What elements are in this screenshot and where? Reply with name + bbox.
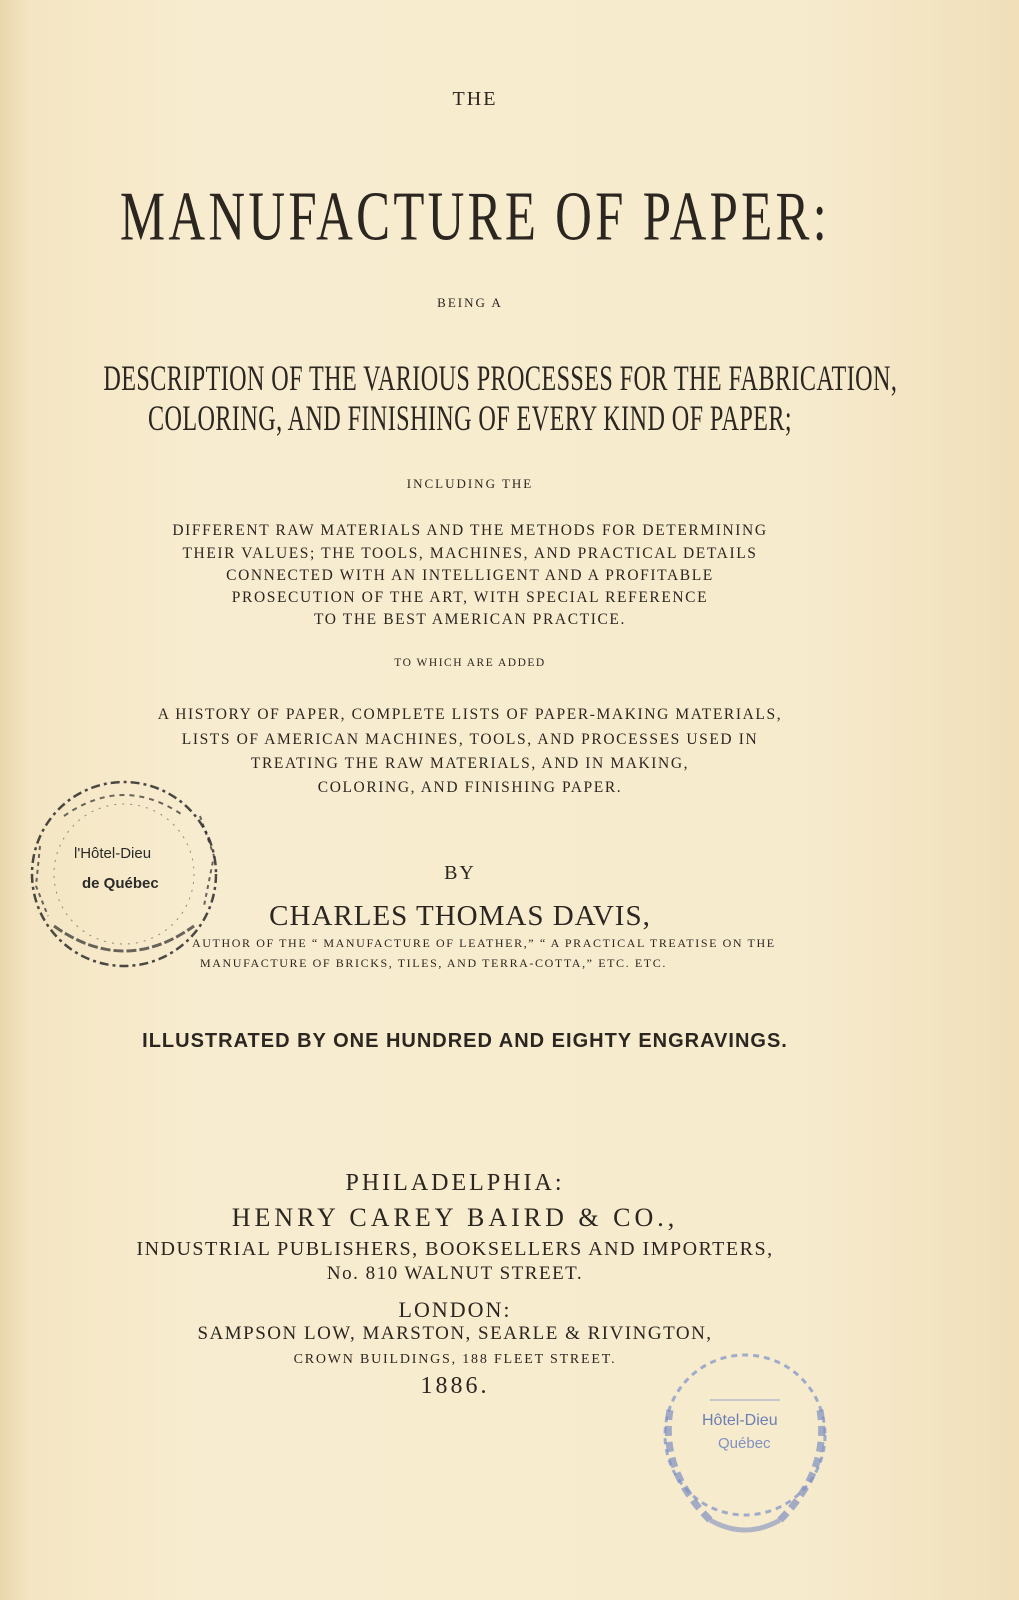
illustrations-note: ILLUSTRATED BY ONE HUNDRED AND EIGHTY ENGRAVINGS. [142,1030,788,1052]
stamp-left-line2: de Québec [82,875,159,892]
including-line: DIFFERENT RAW MATERIALS AND THE METHODS FOR DETERMINING [172,522,768,539]
imprint-year: 1886. [420,1373,490,1399]
including-line: THEIR VALUES; THE TOOLS, MACHINES, AND PRACTICAL DETAILS [182,545,758,562]
title-article: THE [452,88,498,110]
added-line: A HISTORY OF PAPER, COMPLETE LISTS OF PAPER-MAKING MATERIALS, [157,706,783,723]
imprint-city: PHILADELPHIA: [345,1170,565,1196]
added-line: LISTS OF AMERICAN MACHINES, TOOLS, AND PROCESSES USED IN [181,731,759,748]
including-line: PROSECUTION OF THE ART, WITH SPECIAL REFERENCE [231,589,709,606]
imprint-city-london: LONDON: [398,1297,512,1322]
author-works-line: AUTHOR OF THE “ MANUFACTURE OF LEATHER,” “ A PRACTICAL TREATISE ON THE [192,936,776,950]
imprint-address: No. 810 WALNUT STREET. [326,1263,584,1284]
imprint-publisher-london: SAMPSON LOW, MARSTON, SEARLE & RIVINGTON, [197,1323,713,1344]
description-line: DESCRIPTION OF THE VARIOUS PROCESSES FOR THE FABRICATION, [103,358,898,399]
by-label: BY [444,862,476,884]
stamp-right-line1: Hôtel-Dieu [702,1412,778,1429]
including-line: TO THE BEST AMERICAN PRACTICE. [314,611,626,628]
imprint-description: INDUSTRIAL PUBLISHERS, BOOKSELLERS AND IMPORTERS, [136,1238,774,1260]
added-line: TREATING THE RAW MATERIALS, AND IN MAKING, [250,755,690,772]
author-name: CHARLES THOMAS DAVIS, [269,900,651,932]
stamp-left-line1: l'Hôtel-Dieu [74,845,152,862]
author-works-line: MANUFACTURE OF BRICKS, TILES, AND TERRA-COTTA,” ETC. ETC. [200,956,667,970]
including-label: INCLUDING THE [406,476,534,491]
being-a-label: BEING A [437,295,503,310]
library-stamp-left [24,776,224,976]
imprint-publisher: HENRY CAREY BAIRD & CO., [231,1203,679,1232]
including-line: CONNECTED WITH AN INTELLIGENT AND A PROFITABLE [226,567,714,584]
added-line: COLORING, AND FINISHING PAPER. [317,779,623,796]
imprint-address-london: CROWN BUILDINGS, 188 FLEET STREET. [293,1352,617,1367]
stamp-right-line2: Québec [718,1435,771,1452]
book-title: MANUFACTURE OF PAPER: [119,179,831,256]
added-label: TO WHICH ARE ADDED [394,657,546,669]
library-stamp-right [640,1340,850,1550]
description-line: COLORING, AND FINISHING OF EVERY KIND OF PAPER; [148,398,792,439]
